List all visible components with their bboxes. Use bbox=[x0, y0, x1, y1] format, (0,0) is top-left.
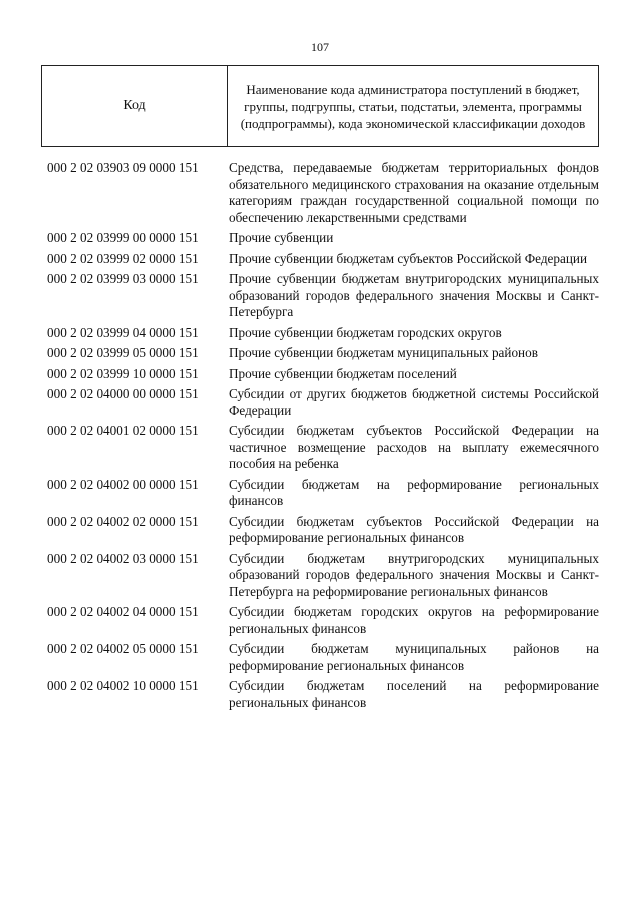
header-code-label: Код bbox=[42, 66, 228, 146]
row-code: 000 2 02 03999 05 0000 151 bbox=[47, 345, 199, 360]
table-row bbox=[47, 366, 599, 383]
row-description: Субсидии бюджетам на реформирование региональных финансов bbox=[229, 476, 599, 508]
header-name-label: Наименование кода администратора поступлений в бюджет, группы, подгруппы, статьи, подстатьи, элемента, программы (подпрограммы), кода экономической классификации доходов bbox=[240, 81, 586, 131]
table-row bbox=[47, 423, 599, 473]
table-row bbox=[47, 251, 599, 268]
row-code: 000 2 02 03903 09 0000 151 bbox=[47, 160, 199, 175]
table-row bbox=[47, 230, 599, 247]
row-code: 000 2 02 04002 10 0000 151 bbox=[47, 678, 199, 693]
table-row bbox=[47, 477, 599, 510]
row-code: 000 2 02 04002 02 0000 151 bbox=[47, 513, 199, 529]
table-row bbox=[47, 678, 599, 711]
row-code: 000 2 02 04002 05 0000 151 bbox=[47, 641, 199, 656]
row-description: Прочие субвенции бюджетам муниципальных районов bbox=[229, 345, 538, 360]
row-description: Прочие субвенции бюджетам внутригородских муниципальных образований городов федерального значения Москвы и Санкт-Петербурга bbox=[229, 271, 599, 319]
table-row bbox=[47, 325, 599, 342]
row-code: 000 2 02 04002 03 0000 151 bbox=[47, 550, 199, 566]
row-description: Субсидии от других бюджетов бюджетной системы Российской Федерации bbox=[229, 386, 599, 418]
row-code: 000 2 02 03999 10 0000 151 bbox=[47, 365, 199, 381]
classification-table bbox=[47, 160, 599, 715]
row-description: Прочие субвенции бюджетам городских округов bbox=[229, 324, 502, 340]
row-description: Субсидии бюджетам городских округов на реформирование региональных финансов bbox=[229, 604, 599, 636]
row-code: 000 2 02 04002 00 0000 151 bbox=[47, 476, 199, 492]
row-code: 000 2 02 03999 02 0000 151 bbox=[47, 250, 199, 266]
row-code: 000 2 02 03999 03 0000 151 bbox=[47, 271, 199, 286]
row-description: Субсидии бюджетам внутригородских муниципальных образований городов федерального значения Москвы и Санкт-Петербурга на реформирование региональных финансов bbox=[229, 550, 599, 599]
row-code: 000 2 02 04000 00 0000 151 bbox=[47, 386, 199, 401]
row-description: Субсидии бюджетам субъектов Российской Федерации на частичное возмещение расходов на выплату ежемесячного пособия на ребенка bbox=[229, 423, 599, 471]
table-row bbox=[47, 604, 599, 637]
table-row bbox=[47, 386, 599, 419]
row-description: Субсидии бюджетам субъектов Российской Федерации на реформирование региональных финансов bbox=[229, 513, 599, 545]
row-code: 000 2 02 04001 02 0000 151 bbox=[47, 423, 199, 438]
table-row bbox=[47, 514, 599, 547]
table-row bbox=[47, 271, 599, 321]
row-description: Прочие субвенции бюджетам поселений bbox=[229, 365, 457, 381]
row-description: Субсидии бюджетам поселений на реформирование региональных финансов bbox=[229, 678, 599, 710]
table-row bbox=[47, 551, 599, 601]
row-code: 000 2 02 04002 04 0000 151 bbox=[47, 604, 199, 619]
row-description: Средства, передаваемые бюджетам территориальных фондов обязательного медицинского страхования на оказание отдельным категориям граждан государственной социальной помощи по обеспечению лекарственными средствами bbox=[229, 160, 599, 225]
row-code: 000 2 02 03999 04 0000 151 bbox=[47, 324, 199, 340]
row-description: Субсидии бюджетам муниципальных районов на реформирование региональных финансов bbox=[229, 641, 599, 673]
page-number: 107 bbox=[311, 40, 329, 54]
row-description: Прочие субвенции бюджетам субъектов Российской Федерации bbox=[229, 250, 588, 266]
table-row bbox=[47, 345, 599, 362]
table-header bbox=[41, 65, 599, 147]
row-code: 000 2 02 03999 00 0000 151 bbox=[47, 230, 199, 245]
table-row bbox=[47, 641, 599, 674]
row-description: Прочие субвенции bbox=[229, 230, 334, 245]
table-row bbox=[47, 160, 599, 226]
